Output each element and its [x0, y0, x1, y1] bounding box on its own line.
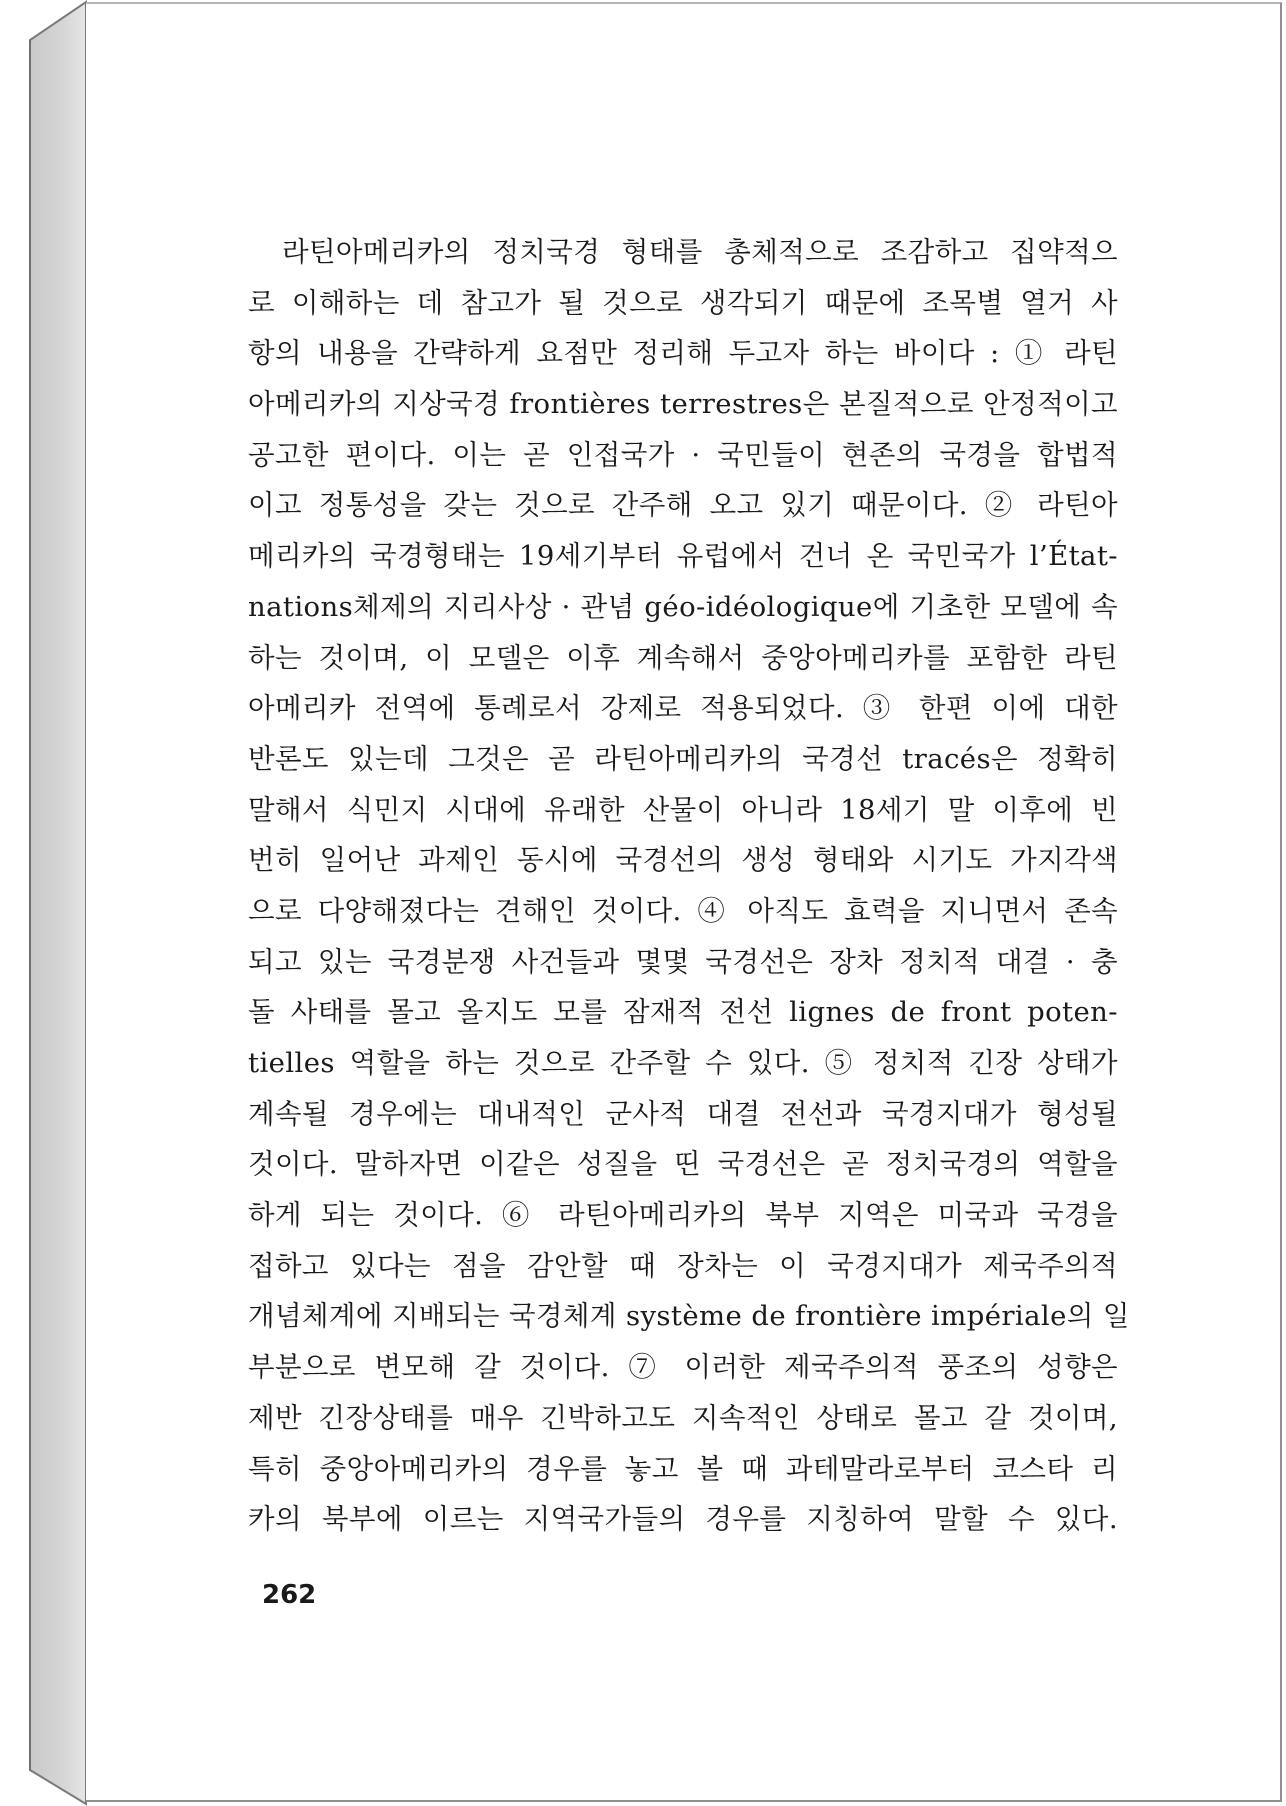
- text-line: 로 이해하는 데 참고가 될 것으로 생각되기 때문에 조목별 열거 사: [248, 286, 1118, 319]
- text-line: 하는 것이며, 이 모델은 이후 계속해서 중앙아메리카를 포함한 라틴: [248, 641, 1118, 674]
- text-line: 부분으로 변모해 갈 것이다. ⑦ 이러한 제국주의적 풍조의 성향은: [248, 1351, 1118, 1384]
- body-paragraph: [248, 227, 1130, 1545]
- text-line: 개념체계에 지배되는 국경체계 système de frontière impériale의 일: [248, 1300, 1130, 1333]
- text-line: 아메리카 전역에 통례로서 강제로 적용되었다. ③ 한편 이에 대한: [248, 692, 1118, 725]
- text-line: 접하고 있다는 점을 감안할 때 장차는 이 국경지대가 제국주의적: [248, 1249, 1118, 1282]
- text-line: 것이다. 말하자면 이같은 성질을 띤 국경선은 곧 정치국경의 역할을: [248, 1148, 1118, 1181]
- text-line: 계속될 경우에는 대내적인 군사적 대결 전선과 국경지대가 형성될: [248, 1097, 1118, 1130]
- page-number: 262: [262, 1580, 317, 1610]
- text-line: 이고 정통성을 갖는 것으로 간주해 오고 있기 때문이다. ② 라틴아: [248, 489, 1118, 522]
- text-line: 되고 있는 국경분쟁 사건들과 몇몇 국경선은 장차 정치적 대결 · 충: [248, 945, 1118, 978]
- text-line: 공고한 편이다. 이는 곧 인접국가 · 국민들이 현존의 국경을 합법적: [248, 438, 1118, 471]
- text-line: 아메리카의 지상국경 frontières terrestres은 본질적으로 안정적이고: [248, 388, 1118, 421]
- text-line: nations체제의 지리사상 · 관념 géo-idéologique에 기초한 모델에 속: [248, 590, 1118, 623]
- text-line: 돌 사태를 몰고 올지도 모를 잠재적 전선 lignes de front poten-: [248, 996, 1118, 1029]
- text-line: 하게 되는 것이다. ⑥ 라틴아메리카의 북부 지역은 미국과 국경을: [248, 1199, 1118, 1232]
- text-line: 메리카의 국경형태는 19세기부터 유럽에서 건너 온 국민국가 l’État-: [248, 540, 1118, 573]
- text-line: tielles 역할을 하는 것으로 간주할 수 있다. ⑤ 정치적 긴장 상태가: [248, 1047, 1118, 1079]
- book-spine-edge: [0, 0, 90, 1806]
- text-line: 번히 일어난 과제인 동시에 국경선의 생성 형태와 시기도 가지각색: [248, 844, 1118, 877]
- text-line: 라틴아메리카의 정치국경 형태를 총체적으로 조감하고 집약적으: [282, 236, 1118, 268]
- text-line: 카의 북부에 이르는 지역국가들의 경우를 지칭하여 말할 수 있다.: [248, 1503, 1118, 1536]
- text-line: 반론도 있는데 그것은 곧 라틴아메리카의 국경선 tracés은 정확히: [248, 742, 1118, 775]
- text-line: 항의 내용을 간략하게 요점만 정리해 두고자 하는 바이다 : ① 라틴: [248, 337, 1118, 370]
- text-line: 특히 중앙아메리카의 경우를 놓고 볼 때 과테말라로부터 코스타 리: [248, 1452, 1118, 1485]
- text-line: 으로 다양해졌다는 견해인 것이다. ④ 아직도 효력을 지니면서 존속: [248, 894, 1118, 927]
- text-line: 말해서 식민지 시대에 유래한 산물이 아니라 18세기 말 이후에 빈: [248, 793, 1118, 826]
- text-line: 제반 긴장상태를 매우 긴박하고도 지속적인 상태로 몰고 갈 것이며,: [248, 1401, 1118, 1434]
